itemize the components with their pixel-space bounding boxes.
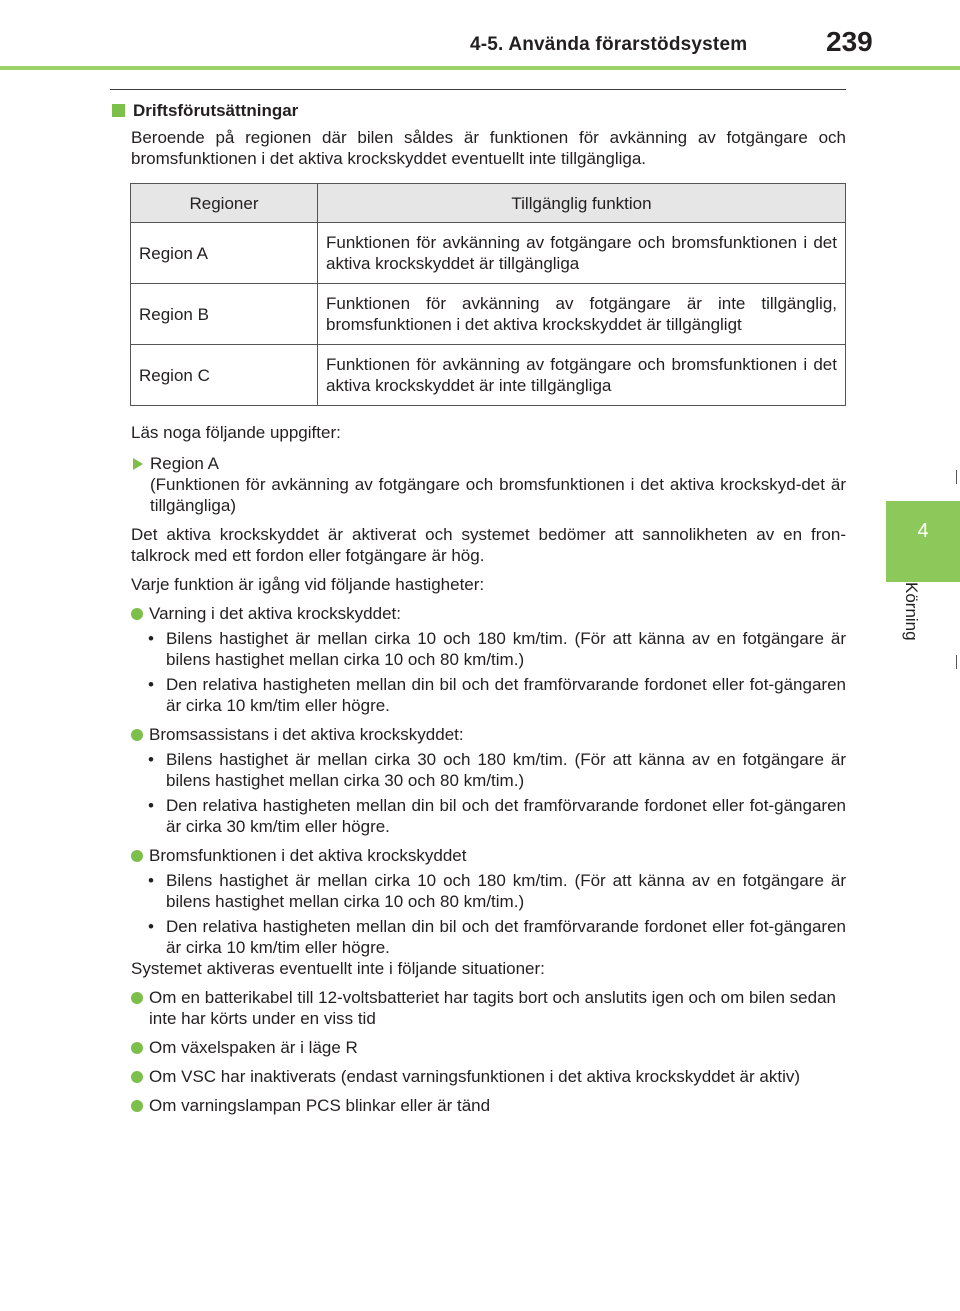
green-dot-icon: [131, 850, 143, 862]
table-header-row: [131, 184, 846, 223]
page-number: 239: [826, 26, 873, 57]
situation-item: [131, 987, 846, 1029]
sub-item-text: Den relativa hastigheten mellan din bil och det framförvarande fordonet eller fot-gängaren är cirka 10 km/tim eller högre.: [166, 675, 846, 715]
function-title: Bromsfunktionen i det aktiva krockskyddet: [149, 846, 467, 865]
table-row: [131, 345, 846, 406]
sub-list-item: [148, 916, 846, 958]
chapter-tab: 4: [886, 501, 960, 582]
square-bullet-icon: [112, 104, 125, 117]
sub-item-text: Bilens hastighet är mellan cirka 10 och 180 km/tim. (För att känna av en fotgängare är bilens hastighet mellan cirka 10 och 80 km/tim.): [166, 871, 846, 911]
regions-table: [130, 183, 846, 406]
green-dot-icon: [131, 992, 143, 1004]
sub-list-item: [148, 628, 846, 670]
function-item: [131, 603, 846, 624]
margin-tick: [956, 655, 957, 669]
sub-item-text: Den relativa hastigheten mellan din bil och det framförvarande fordonet eller fot-gängaren är cirka 10 km/tim eller högre.: [166, 917, 846, 957]
sub-item-text: Bilens hastighet är mellan cirka 10 och 180 km/tim. (För att känna av en fotgängare är bilens hastighet mellan cirka 10 och 80 km/tim.): [166, 629, 846, 669]
sub-bullet: •: [148, 917, 154, 936]
sub-bullet: •: [148, 750, 154, 769]
sub-bullet: •: [148, 796, 154, 815]
sub-bullet: •: [148, 629, 154, 648]
sub-list-item: [148, 674, 846, 716]
region-a-description: (Funktionen för avkänning av fotgängare och bromsfunktionen i det aktiva krockskyd-det är tillgängliga): [150, 475, 846, 515]
situation-item: [131, 1095, 846, 1116]
situation-item: [131, 1037, 846, 1058]
function-title: Varning i det aktiva krockskyddet:: [149, 604, 401, 623]
situation-text: Om varningslampan PCS blinkar eller är tänd: [149, 1096, 491, 1115]
header-rule: [0, 66, 960, 70]
function-title: Bromsassistans i det aktiva krockskyddet:: [149, 725, 464, 744]
situation-text: Om en batterikabel till 12-voltsbatteriet har tagits bort och anslutits igen och om bilen sedan inte har körts under en viss tid: [149, 988, 836, 1028]
table-header-cell: Regioner: [131, 184, 318, 223]
activation-text: Det aktiva krockskyddet är aktiverat och systemet bedömer att sannolikheten av en fron-talkrock med ett fordon eller fotgängare är hög.: [131, 525, 846, 565]
sub-bullet: •: [148, 675, 154, 694]
situation-text: Om VSC har inaktiverats (endast varningsfunktionen i det aktiva krockskyddet är aktiv): [149, 1067, 801, 1086]
page-content: [110, 100, 846, 1116]
green-dot-icon: [131, 1100, 143, 1112]
chapter-label: Körning: [902, 582, 921, 641]
triangle-arrow-icon: [133, 458, 143, 470]
table-cell-function: Funktionen för avkänning av fotgängare och bromsfunktionen i det aktiva krockskyddet är inte tillgängliga: [318, 345, 846, 406]
table-cell-function: Funktionen för avkänning av fotgängare är inte tillgänglig, bromsfunktionen i det aktiva krockskyddet är tillgängligt: [318, 284, 846, 345]
table-cell-region: Region A: [131, 223, 318, 284]
sub-item-text: Bilens hastighet är mellan cirka 30 och 180 km/tim. (För att känna av en fotgängare är bilens hastighet mellan cirka 30 och 80 km/tim.): [166, 750, 846, 790]
function-item: [131, 724, 846, 745]
function-item: [131, 845, 846, 866]
sub-list-item: [148, 749, 846, 791]
margin-tick: [956, 470, 957, 484]
deactivation-intro: Systemet aktiveras eventuellt inte i följande situationer:: [131, 959, 545, 978]
read-note: Läs noga följande uppgifter:: [131, 423, 341, 442]
green-dot-icon: [131, 1071, 143, 1083]
content-top-rule: [110, 89, 846, 90]
section-title: Driftsförutsättningar: [133, 101, 299, 120]
table-cell-region: Region C: [131, 345, 318, 406]
section-intro: Beroende på regionen där bilen såldes är funktionen för avkänning av fotgängare och bromsfunktionen i det aktiva krockskyddet eventuellt inte tillgängliga.: [131, 128, 846, 168]
green-dot-icon: [131, 1042, 143, 1054]
sub-list-item: [148, 795, 846, 837]
region-a-item: [131, 453, 846, 516]
header-section-title: 4-5. Använda förarstödsystem: [470, 34, 748, 55]
table-row: [131, 223, 846, 284]
green-dot-icon: [131, 608, 143, 620]
speeds-intro: Varje funktion är igång vid följande hastigheter:: [131, 575, 485, 594]
section-heading: [110, 100, 846, 121]
sub-item-text: Den relativa hastigheten mellan din bil och det framförvarande fordonet eller fot-gängaren är cirka 30 km/tim eller högre.: [166, 796, 846, 836]
sub-bullet: •: [148, 871, 154, 890]
sub-list-item: [148, 870, 846, 912]
table-cell-function: Funktionen för avkänning av fotgängare och bromsfunktionen i det aktiva krockskyddet är tillgängliga: [318, 223, 846, 284]
situation-item: [131, 1066, 846, 1087]
region-a-title: Region A: [150, 454, 219, 473]
green-dot-icon: [131, 729, 143, 741]
situation-text: Om växelspaken är i läge R: [149, 1038, 358, 1057]
table-row: [131, 284, 846, 345]
table-cell-region: Region B: [131, 284, 318, 345]
table-header-cell: Tillgänglig funktion: [318, 184, 846, 223]
